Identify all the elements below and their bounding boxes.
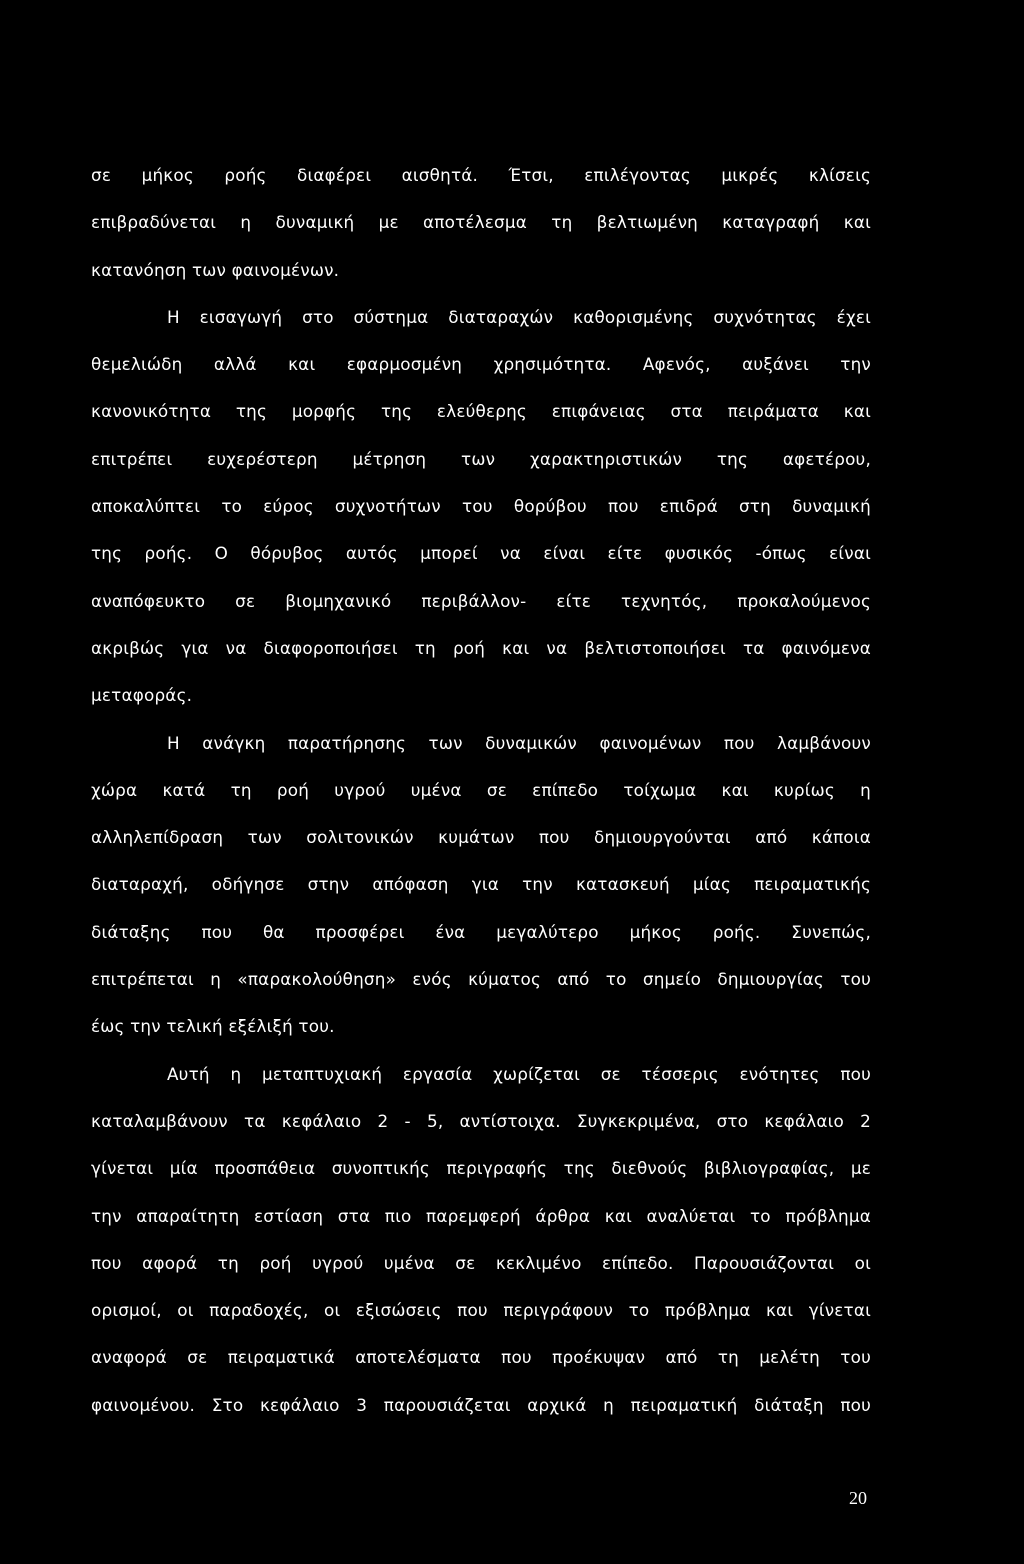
text-line: Η εισαγωγή στο σύστημα διαταραχών καθορισμένης συχνότητας έχει [167, 306, 871, 327]
text-line: κατανόηση των φαινομένων. [91, 259, 340, 280]
text-line: της ροής. Ο θόρυβος αυτός μπορεί να είναι είτε φυσικός -όπως είναι [91, 543, 871, 564]
text-line: αναπόφευκτο σε βιομηχανικό περιβάλλον- είτε τεχνητός, προκαλούμενος [91, 590, 871, 611]
text-line: αλληλεπίδραση των σολιτονικών κυμάτων που δημιουργούνται από κάποια [91, 827, 871, 848]
text-line: κανονικότητα της μορφής της ελεύθερης επιφάνειας στα πειράματα και [91, 401, 871, 422]
text-line: αναφορά σε πειραματικά αποτελέσματα που προέκυψαν από τη μελέτη του [91, 1347, 871, 1368]
text-line: Η ανάγκη παρατήρησης των δυναμικών φαινομένων που λαμβάνουν [167, 732, 871, 753]
text-line: σε μήκος ροής διαφέρει αισθητά. Έτσι, επιλέγοντας μικρές κλίσεις [91, 165, 871, 185]
text-line: ορισμοί, οι παραδοχές, οι εξισώσεις που περιγράφουν το πρόβλημα και γίνεται [91, 1300, 871, 1321]
text-line: φαινομένου. Στο κεφάλαιο 3 παρουσιάζεται αρχικά η πειραματική διάταξη που [91, 1394, 871, 1415]
text-line: έως την τελική εξέλιξή του. [91, 1016, 335, 1037]
text-line: Αυτή η μεταπτυχιακή εργασία χωρίζεται σε τέσσερις ενότητες που [167, 1063, 871, 1084]
text-line: επιβραδύνεται η δυναμική με αποτέλεσμα τη βελτιωμένη καταγραφή και [91, 212, 871, 233]
text-line: διαταραχή, οδήγησε στην απόφαση για την κατασκευή μίας πειραματικής [91, 874, 871, 895]
text-line: γίνεται μία προσπάθεια συνοπτικής περιγραφής της διεθνούς βιβλιογραφίας, με [91, 1158, 871, 1179]
text-line: θεμελιώδη αλλά και εφαρμοσμένη χρησιμότητα. Αφενός, αυξάνει την [91, 354, 871, 375]
body-text [91, 161, 871, 1438]
text-line: την απαραίτητη εστίαση στα πιο παρεμφερή άρθρα και αναλύεται το πρόβλημα [91, 1205, 871, 1226]
text-line: καταλαμβάνουν τα κεφάλαιο 2 - 5, αντίστοιχα. Συγκεκριμένα, στο κεφάλαιο 2 [91, 1110, 871, 1131]
text-line: μεταφοράς. [91, 685, 193, 706]
text-line: που αφορά τη ροή υγρού υμένα σε κεκλιμένο επίπεδο. Παρουσιάζονται οι [91, 1252, 871, 1273]
text-line: επιτρέπεται η «παρακολούθηση» ενός κύματος από το σημείο δημιουργίας του [91, 969, 871, 990]
text-line: αποκαλύπτει το εύρος συχνοτήτων του θορύβου που επιδρά στη δυναμική [91, 496, 871, 517]
page-number: 20 [849, 1488, 867, 1508]
text-line: ακριβώς για να διαφοροποιήσει τη ροή και να βελτιστοποιήσει τα φαινόμενα [91, 637, 871, 658]
text-line: επιτρέπει ευχερέστερη μέτρηση των χαρακτηριστικών της αφετέρου, [91, 448, 871, 469]
text-line: χώρα κατά τη ροή υγρού υμένα σε επίπεδο τοίχωμα και κυρίως η [91, 779, 871, 800]
text-line: διάταξης που θα προσφέρει ένα μεγαλύτερο μήκος ροής. Συνεπώς, [91, 921, 871, 942]
